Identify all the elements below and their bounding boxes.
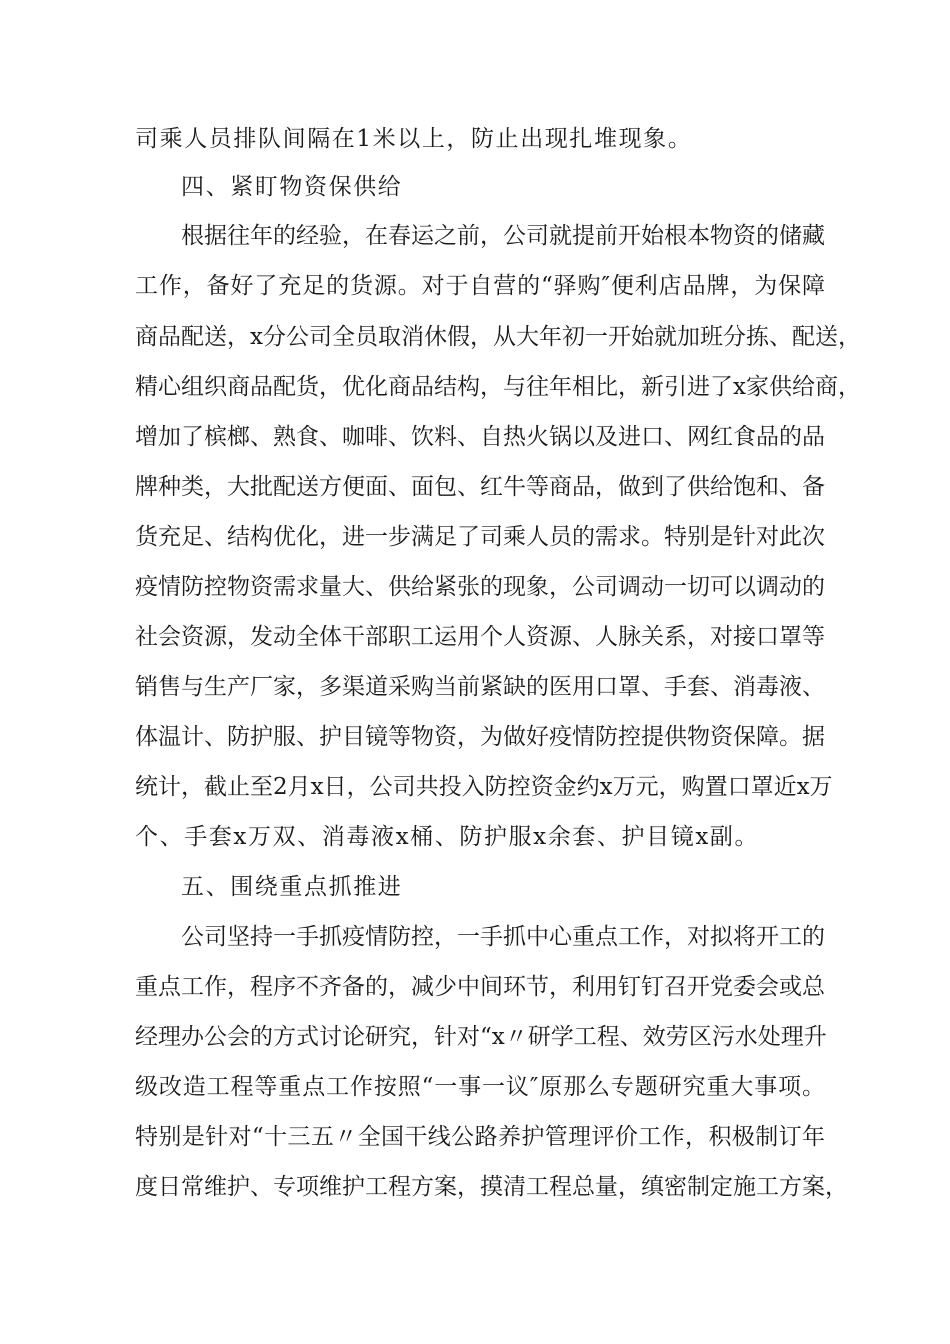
section-heading: 四、紧盯物资保供给	[181, 174, 403, 200]
paragraph-line: 重点工作，程序不齐备的，减少中间环节，利用钉钉召开党委会或总	[135, 974, 825, 1000]
paragraph-line: 级改造工程等重点工作按照“一事一议″原那么专题研究重大事项。	[135, 1074, 825, 1100]
paragraph-line: 经理办公会的方式讨论研究，针对“x〃研学工程、效劳区污水处理升	[135, 1024, 827, 1050]
paragraph-line: 统计，截止至2月x日，公司共投入防控资金约x万元，购置口罩近x万	[135, 774, 833, 800]
paragraph-line: 司乘人员排队间隔在1米以上，防止出现扎堆现象。	[135, 126, 693, 152]
paragraph-line: 特别是针对“十三五〃全国干线公路养护管理评价工作，积极制订年	[135, 1124, 825, 1150]
paragraph-line: 销售与生产厂家，多渠道采购当前紧缺的医用口罩、手套、消毒液、	[135, 674, 825, 700]
paragraph-line: 个、手套x万双、消毒液x桶、防护服x余套、护目镜x副。	[135, 824, 760, 850]
paragraph-line: 商品配送，x分公司全员取消休假，从大年初一开始就加班分拣、配送，	[135, 324, 861, 350]
paragraph-line: 货充足、结构优化，进一步满足了司乘人员的需求。特别是针对此次	[135, 524, 825, 550]
paragraph-line: 度日常维护、专项维护工程方案，摸清工程总量，缜密制定施工方案，	[135, 1174, 848, 1200]
paragraph-line: 公司坚持一手抓疫情防控，一手抓中心重点工作，对拟将开工的	[181, 924, 825, 950]
paragraph-line: 社会资源，发动全体干部职工运用个人资源、人脉关系，对接口罩等	[135, 624, 825, 650]
paragraph-line: 增加了槟榔、熟食、咖啡、饮料、自热火锅以及进口、网红食品的品	[135, 424, 825, 450]
paragraph-line: 疫情防控物资需求量大、供给紧张的现象，公司调动一切可以调动的	[135, 574, 825, 600]
paragraph-line: 精心组织商品配货，优化商品结构，与往年相比，新引进了x家供给商，	[135, 374, 861, 400]
section-heading: 五、围绕重点抓推进	[181, 874, 403, 900]
paragraph-line: 工作，备好了充足的货源。对于自营的“驿购″便利店品牌，为保障	[135, 273, 825, 299]
paragraph-line: 牌种类，大批配送方便面、面包、红牛等商品，做到了供给饱和、备	[135, 474, 825, 500]
paragraph-line: 根据往年的经验，在春运之前，公司就提前开始根本物资的储藏	[181, 223, 825, 249]
paragraph-line: 体温计、防护服、护目镜等物资，为做好疫情防控提供物资保障。据	[135, 724, 825, 750]
